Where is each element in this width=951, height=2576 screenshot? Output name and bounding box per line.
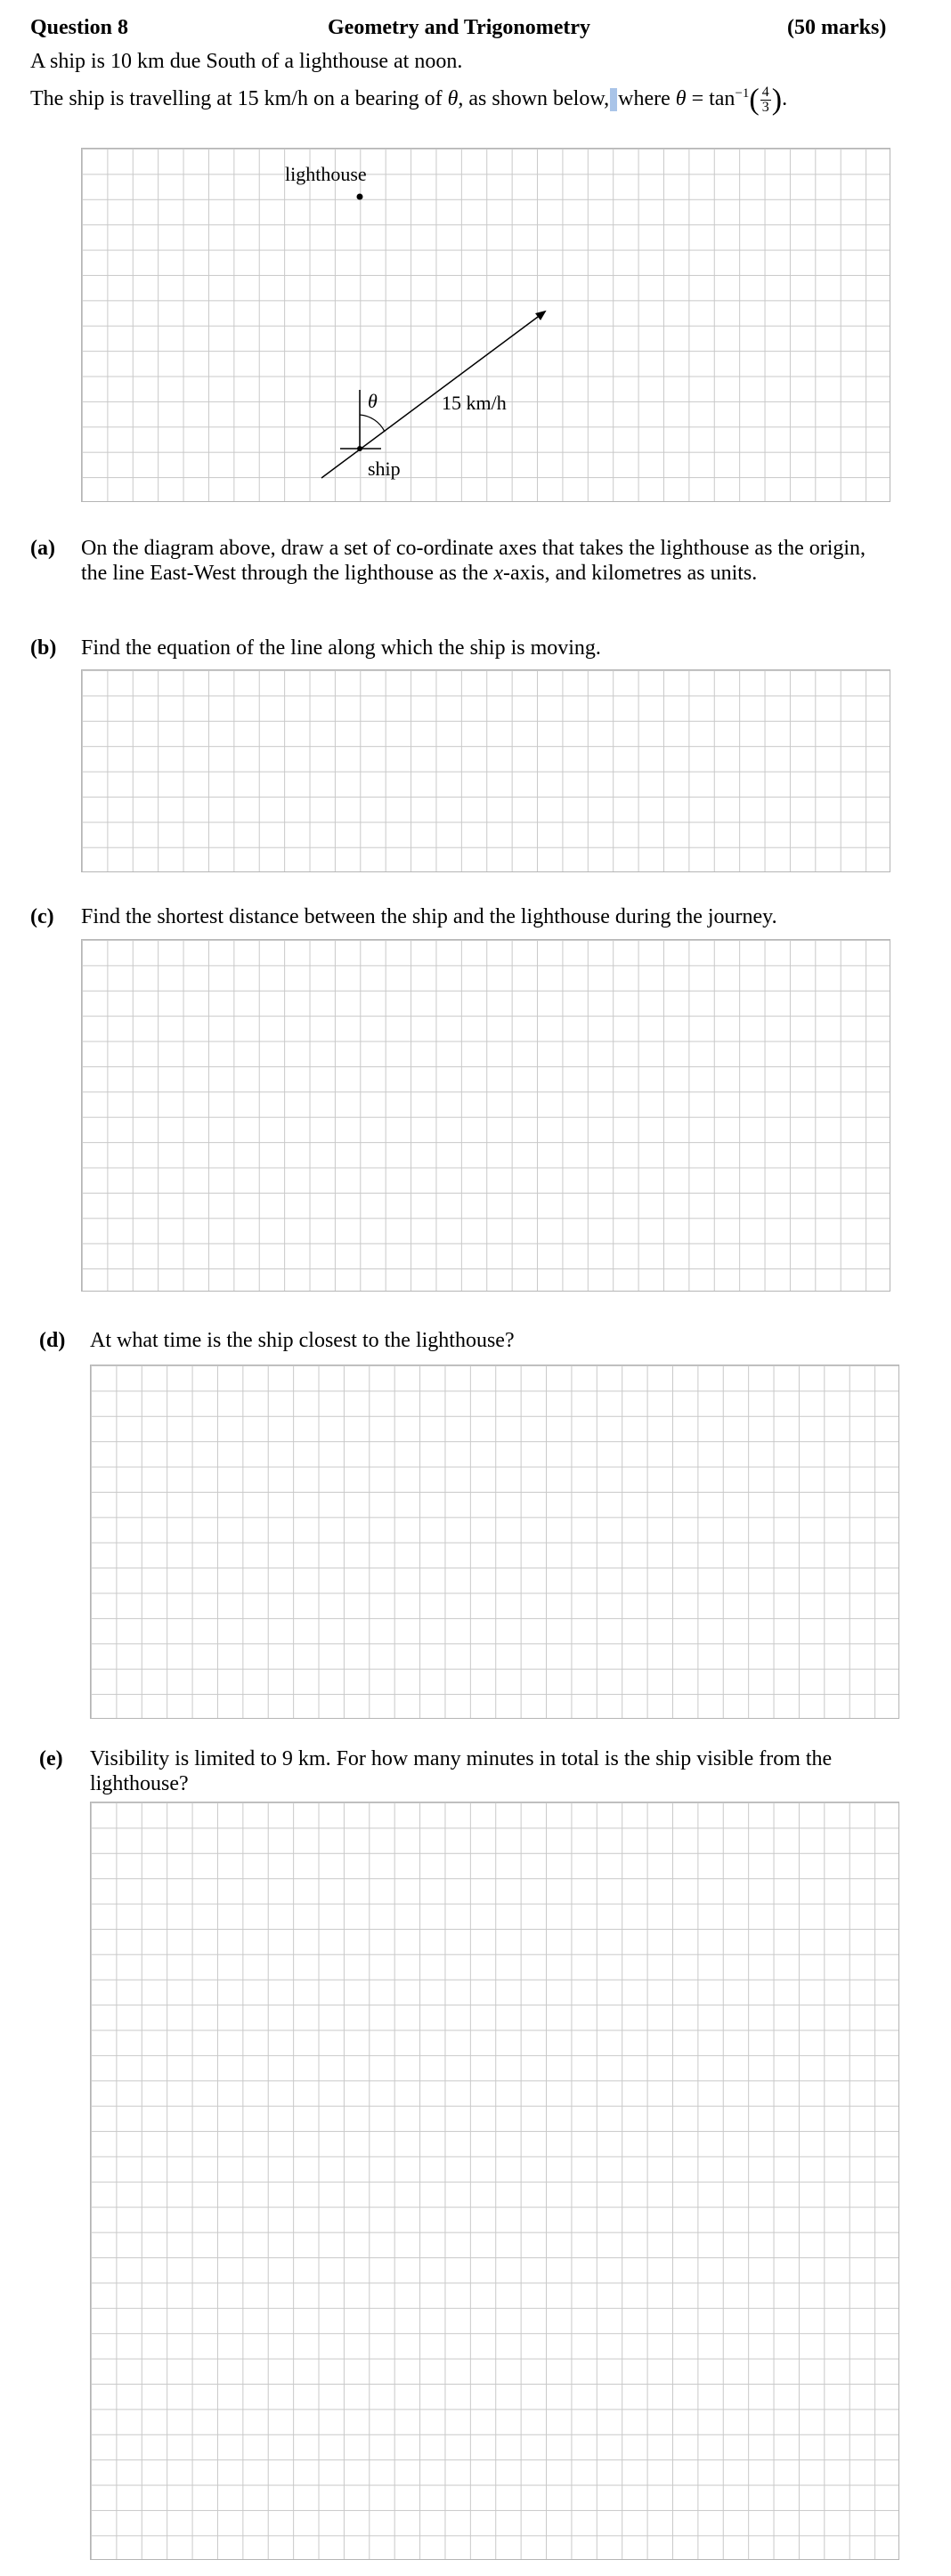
intro-line-1: A ship is 10 km due South of a lighthouse at noon.	[30, 50, 463, 73]
tan-function: tan	[709, 87, 736, 110]
angle-label: θ	[368, 390, 378, 412]
fraction-denominator: 3	[761, 99, 769, 115]
part-a-text-2	[81, 559, 757, 587]
paren-open: (	[749, 83, 760, 117]
paren-close: )	[771, 83, 783, 117]
bearing-angle-arc	[360, 415, 385, 432]
intro-text: The ship is travelling at 15 km/h on a bearing of	[30, 87, 443, 110]
question-marks: (50 marks)	[787, 16, 887, 39]
x-variable: x	[493, 562, 503, 585]
ship-point	[357, 446, 362, 451]
part-e-answer-grid[interactable]	[90, 1802, 899, 2560]
part-e-label: (e)	[39, 1747, 63, 1770]
question-topic: Geometry and Trigonometry	[328, 16, 591, 39]
part-d-answer-grid[interactable]	[90, 1365, 899, 1719]
part-d-label: (d)	[39, 1329, 66, 1352]
theta-symbol: θ	[447, 87, 459, 110]
intro-line-2	[30, 78, 787, 115]
inverse-superscript: −1	[735, 86, 750, 101]
part-c-answer-grid[interactable]	[81, 939, 890, 1292]
lighthouse-label: lighthouse	[285, 163, 367, 185]
diagram-drawing	[81, 148, 890, 502]
part-d-text: At what time is the ship closest to the lighthouse?	[90, 1329, 515, 1352]
ship-label: ship	[368, 458, 401, 480]
part-b-text: Find the equation of the line along which the ship is moving.	[81, 636, 601, 660]
theta-symbol-2: θ	[675, 87, 687, 110]
fraction	[760, 85, 771, 115]
part-c-label: (c)	[30, 905, 54, 928]
part-c-text: Find the shortest distance between the ship and the lighthouse during the journey.	[81, 905, 777, 928]
question-number: Question 8	[30, 16, 129, 39]
part-a-text-2b: -axis, and kilometres as units.	[502, 562, 758, 585]
intro-text-mid: , as shown below,	[458, 87, 610, 110]
speed-label: 15 km/h	[442, 392, 507, 414]
part-e-text-1: Visibility is limited to 9 km. For how many minutes in total is the ship visible from the	[90, 1747, 833, 1770]
part-b-answer-grid[interactable]	[81, 669, 890, 872]
part-a-text-1: On the diagram above, draw a set of co-ordinate axes that takes the lighthouse as the origin,	[81, 537, 866, 560]
ship-path-arrow	[321, 312, 545, 478]
part-a-label: (a)	[30, 537, 55, 560]
text-cursor-highlight	[610, 88, 617, 111]
intro-where: where	[618, 87, 671, 110]
fraction-numerator: 4	[761, 84, 769, 100]
part-a-text-2a: the line East-West through the lighthouse as the	[81, 562, 489, 585]
period: .	[782, 87, 788, 110]
part-b-label: (b)	[30, 636, 57, 660]
part-e-text-2: lighthouse?	[90, 1772, 189, 1795]
lighthouse-point	[357, 194, 363, 200]
equals-sign: =	[691, 87, 704, 110]
